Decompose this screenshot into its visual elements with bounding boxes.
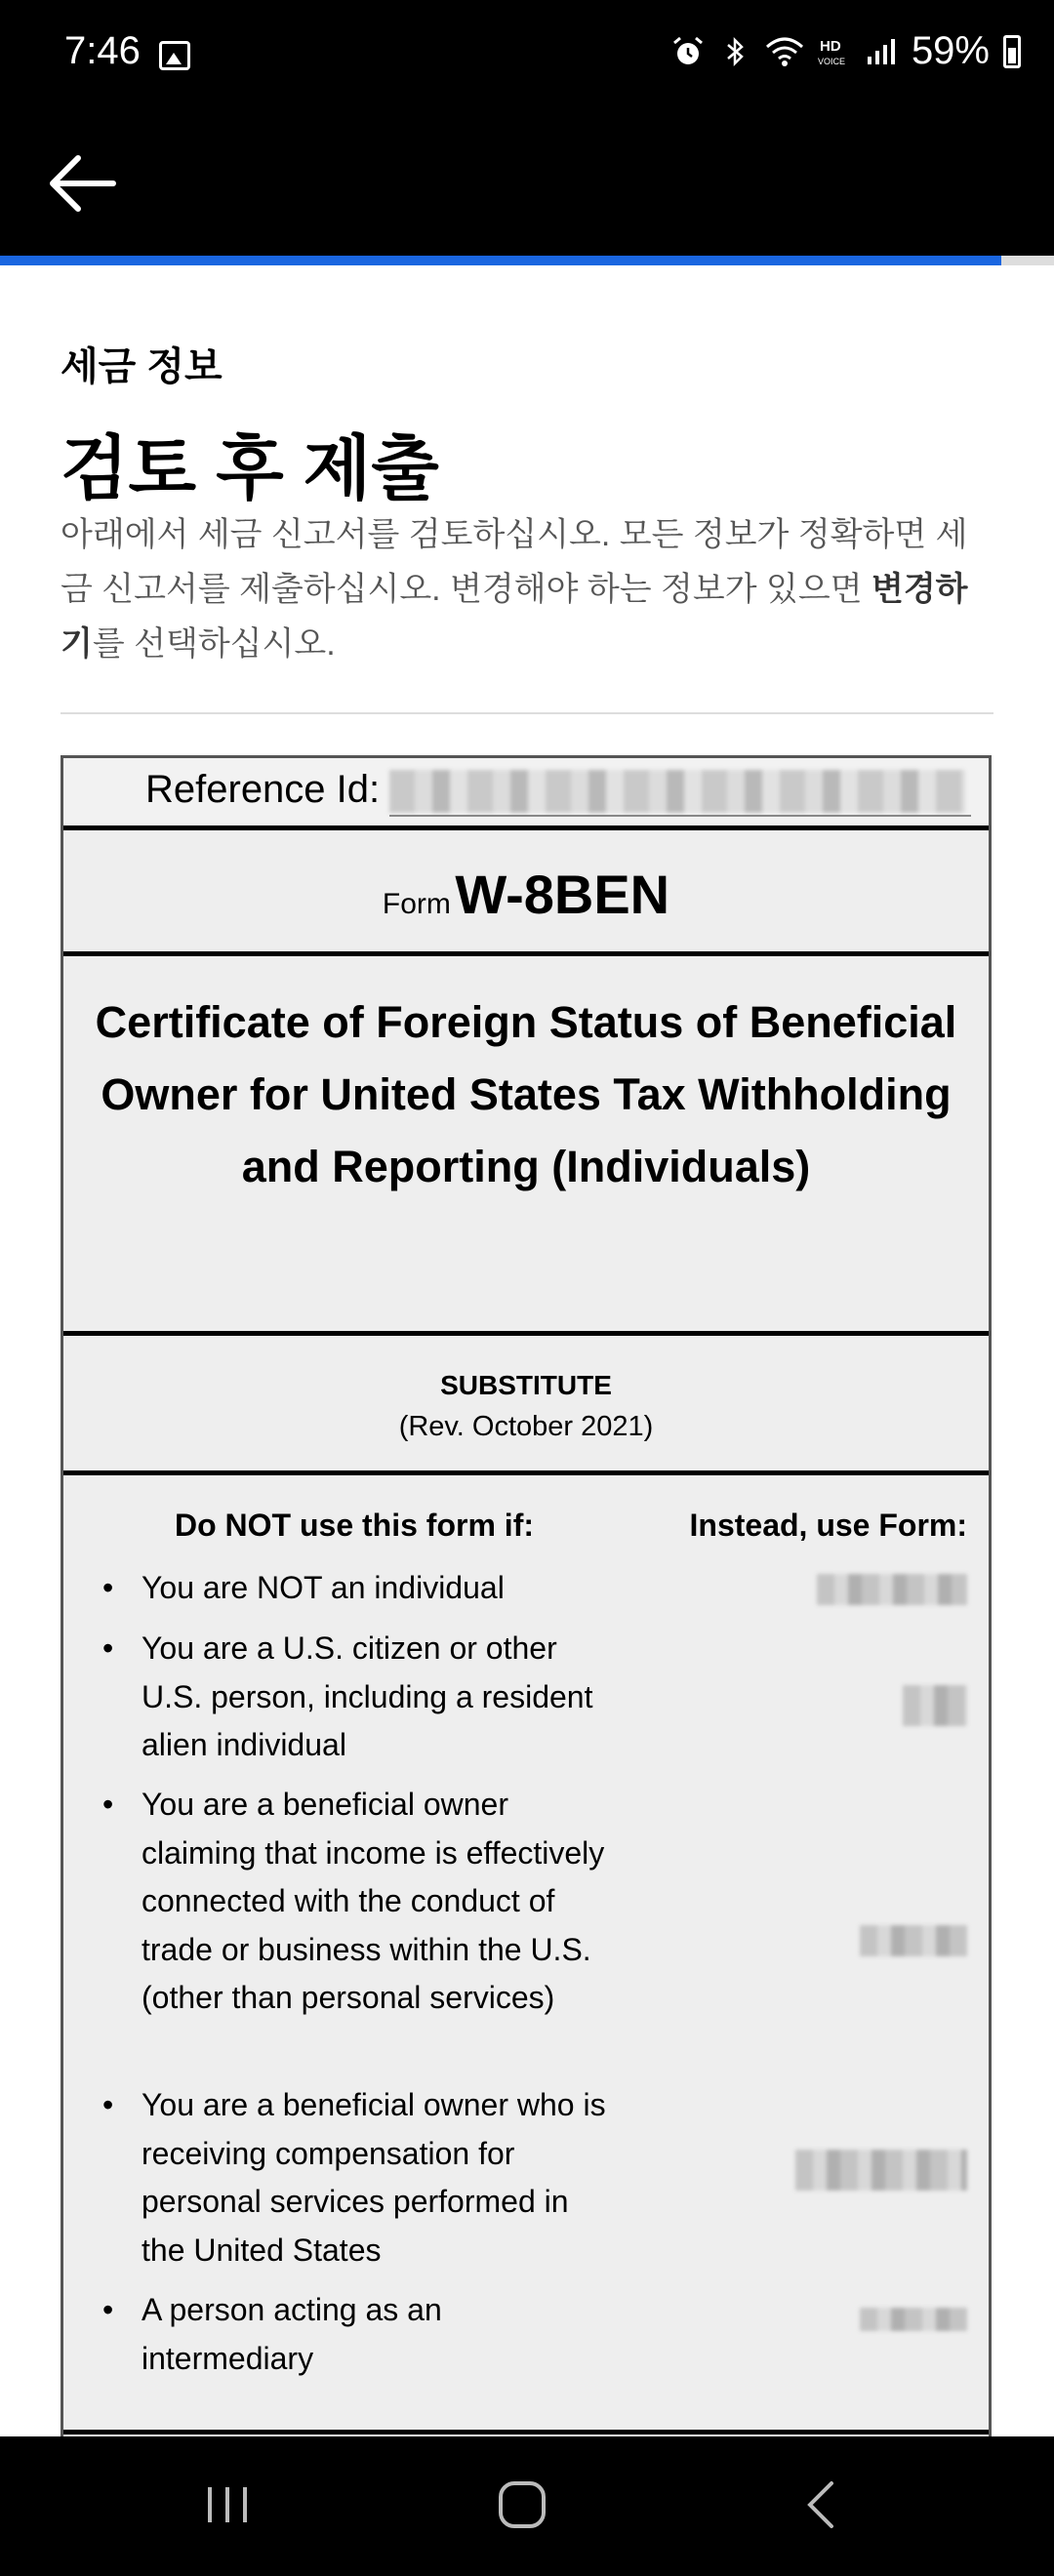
description-suffix: 를 선택하십시오. (92, 625, 336, 663)
substitute-label: SUBSTITUTE (440, 1370, 612, 1400)
battery-icon (1003, 35, 1021, 68)
form-reference-redacted (795, 2150, 967, 2191)
section-divider (63, 2430, 989, 2435)
divider (61, 712, 993, 714)
bullet: • (102, 2292, 114, 2327)
list-item-text: A person acting as an intermediary (142, 2292, 442, 2376)
reference-id-redacted (389, 770, 965, 813)
usage-conditions (63, 1480, 989, 2453)
reference-row (63, 758, 989, 830)
bullet: • (102, 1570, 114, 1605)
svg-text:VOICE: VOICE (817, 56, 845, 66)
form-reference-redacted (860, 1925, 967, 1956)
change-link-text: 변경하기 (61, 571, 968, 663)
system-nav-bar (0, 2436, 1054, 2576)
right-column-header: Instead, use Form: (689, 1508, 967, 1543)
form-name-row (63, 835, 989, 956)
list-item-text: You are a beneficial owner claiming that income is effectively connected with the conduct of trade or business within the U.S. (other than personal services) (142, 1787, 605, 2015)
form-reference-redacted (817, 1574, 967, 1605)
bluetooth-icon (718, 35, 751, 68)
back-icon[interactable] (787, 2475, 855, 2534)
reference-underline (389, 815, 971, 817)
app-bar (0, 112, 1054, 256)
form-name: W-8BEN (455, 864, 670, 925)
form-reference-redacted (860, 2308, 967, 2331)
progress-bar (0, 256, 1054, 265)
signal-icon (865, 35, 898, 68)
bullet: • (102, 2087, 114, 2122)
description-prefix: 아래에서 세금 신고서를 검토하십시오. 모든 정보가 정확하면 세금 신고서를 제출하십시오. 변경해야 하는 정보가 있으면 (61, 516, 968, 608)
substitute-row (63, 1341, 989, 1475)
page-title: 검토 후 제출 (61, 430, 439, 508)
list-item-text: You are NOT an individual (142, 1570, 505, 1605)
home-icon[interactable] (488, 2475, 556, 2534)
left-column-header: Do NOT use this form if: (175, 1508, 534, 1543)
bullet: • (102, 1630, 114, 1666)
list-item-text: You are a beneficial owner who is receiving compensation for personal services performed in the United States (142, 2087, 606, 2268)
alarm-icon (671, 35, 705, 68)
progress-fill (0, 256, 1001, 265)
hd-voice-icon (818, 35, 851, 68)
arrow-left-icon[interactable] (45, 151, 119, 216)
list-item-text: You are a U.S. citizen or other U.S. person, including a resident alien individual (142, 1630, 593, 1762)
certificate-title-row (63, 961, 989, 1336)
form-reference-redacted (903, 1685, 967, 1726)
section-label: 세금 정보 (61, 345, 223, 388)
form-prefix: Form (382, 888, 451, 920)
svg-text:HD: HD (819, 37, 841, 55)
status-icons (671, 29, 1021, 73)
wifi-icon (765, 35, 804, 68)
battery-percent: 59% (911, 29, 990, 72)
revision-label: (Rev. October 2021) (398, 1411, 654, 1442)
status-time: 7:46 (64, 29, 141, 72)
form-preview (61, 755, 992, 2453)
status-bar (0, 0, 1054, 112)
reference-label: Reference Id: (145, 768, 381, 811)
page-description (61, 507, 997, 671)
image-icon (159, 41, 190, 70)
recents-icon[interactable] (193, 2475, 262, 2534)
bullet: • (102, 1787, 114, 1822)
certificate-title: Certificate of Foreign Status of Beneficial Owner for United States Tax Withholding and Reporting (Individuals) (95, 997, 957, 1191)
